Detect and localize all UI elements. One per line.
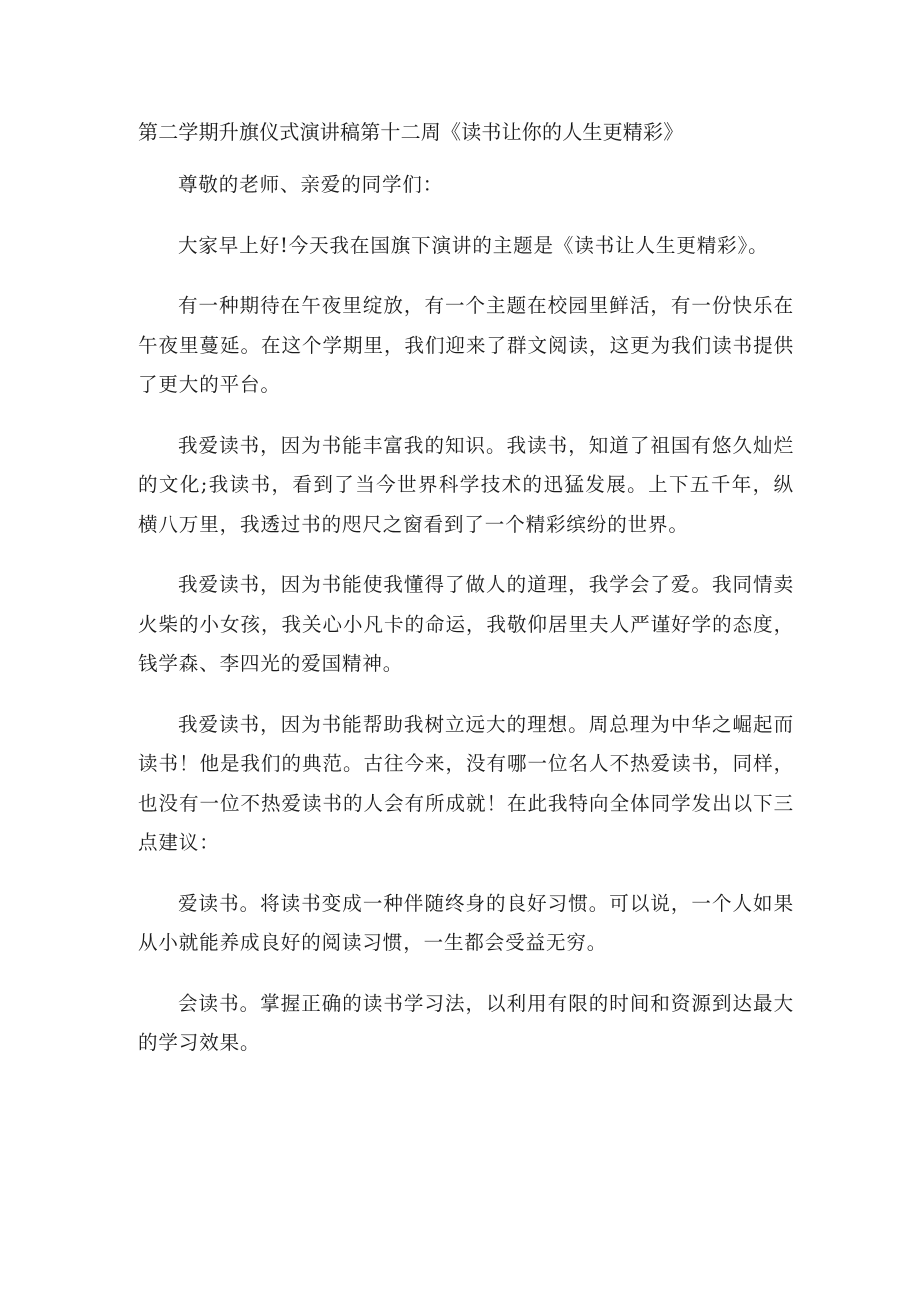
- body-paragraph: 有一种期待在午夜里绽放，有一个主题在校园里鲜活，有一份快乐在午夜里蔓延。在这个学期里，我们迎来了群文阅读，这更为我们读书提供了更大的平台。: [138, 294, 794, 396]
- document-page: [138, 112, 794, 1063]
- document-title: 第二学期升旗仪式演讲稿第十二周《读书让你的人生更精彩》: [138, 120, 684, 144]
- suggestion-paragraph: 会读书。掌握正确的读书学习法，以利用有限的时间和资源到达最大的学习效果。: [138, 991, 794, 1054]
- body-paragraph: 我爱读书，因为书能丰富我的知识。我读书，知道了祖国有悠久灿烂的文化;我读书，看到了当今世界科学技术的迅猛发展。上下五千年，纵横八万里，我透过书的咫尺之窗看到了一个精彩缤纷的世界。: [138, 433, 794, 536]
- greeting-paragraph: 尊敬的老师、亲爱的同学们：: [178, 173, 444, 196]
- body-paragraph: 我爱读书，因为书能使我懂得了做人的道理，我学会了爱。我同情卖火柴的小女孩，我关心小凡卡的命运，我敬仰居里夫人严谨好学的态度，钱学森、李四光的爱国精神。: [138, 573, 794, 675]
- body-paragraph: 我爱读书，因为书能帮助我树立远大的理想。周总理为中华之崛起而读书！他是我们的典范。古往今来，没有哪一位名人不热爱读书，同样，也没有一位不热爱读书的人会有所成就！在此我特向全体同学发出以下三点建议：: [138, 712, 794, 854]
- opening-paragraph: 大家早上好!今天我在国旗下演讲的主题是《读书让人生更精彩》。: [178, 233, 769, 257]
- suggestion-paragraph: 爱读书。将读书变成一种伴随终身的良好习惯。可以说，一个人如果从小就能养成良好的阅读习惯，一生都会受益无穷。: [138, 891, 794, 954]
